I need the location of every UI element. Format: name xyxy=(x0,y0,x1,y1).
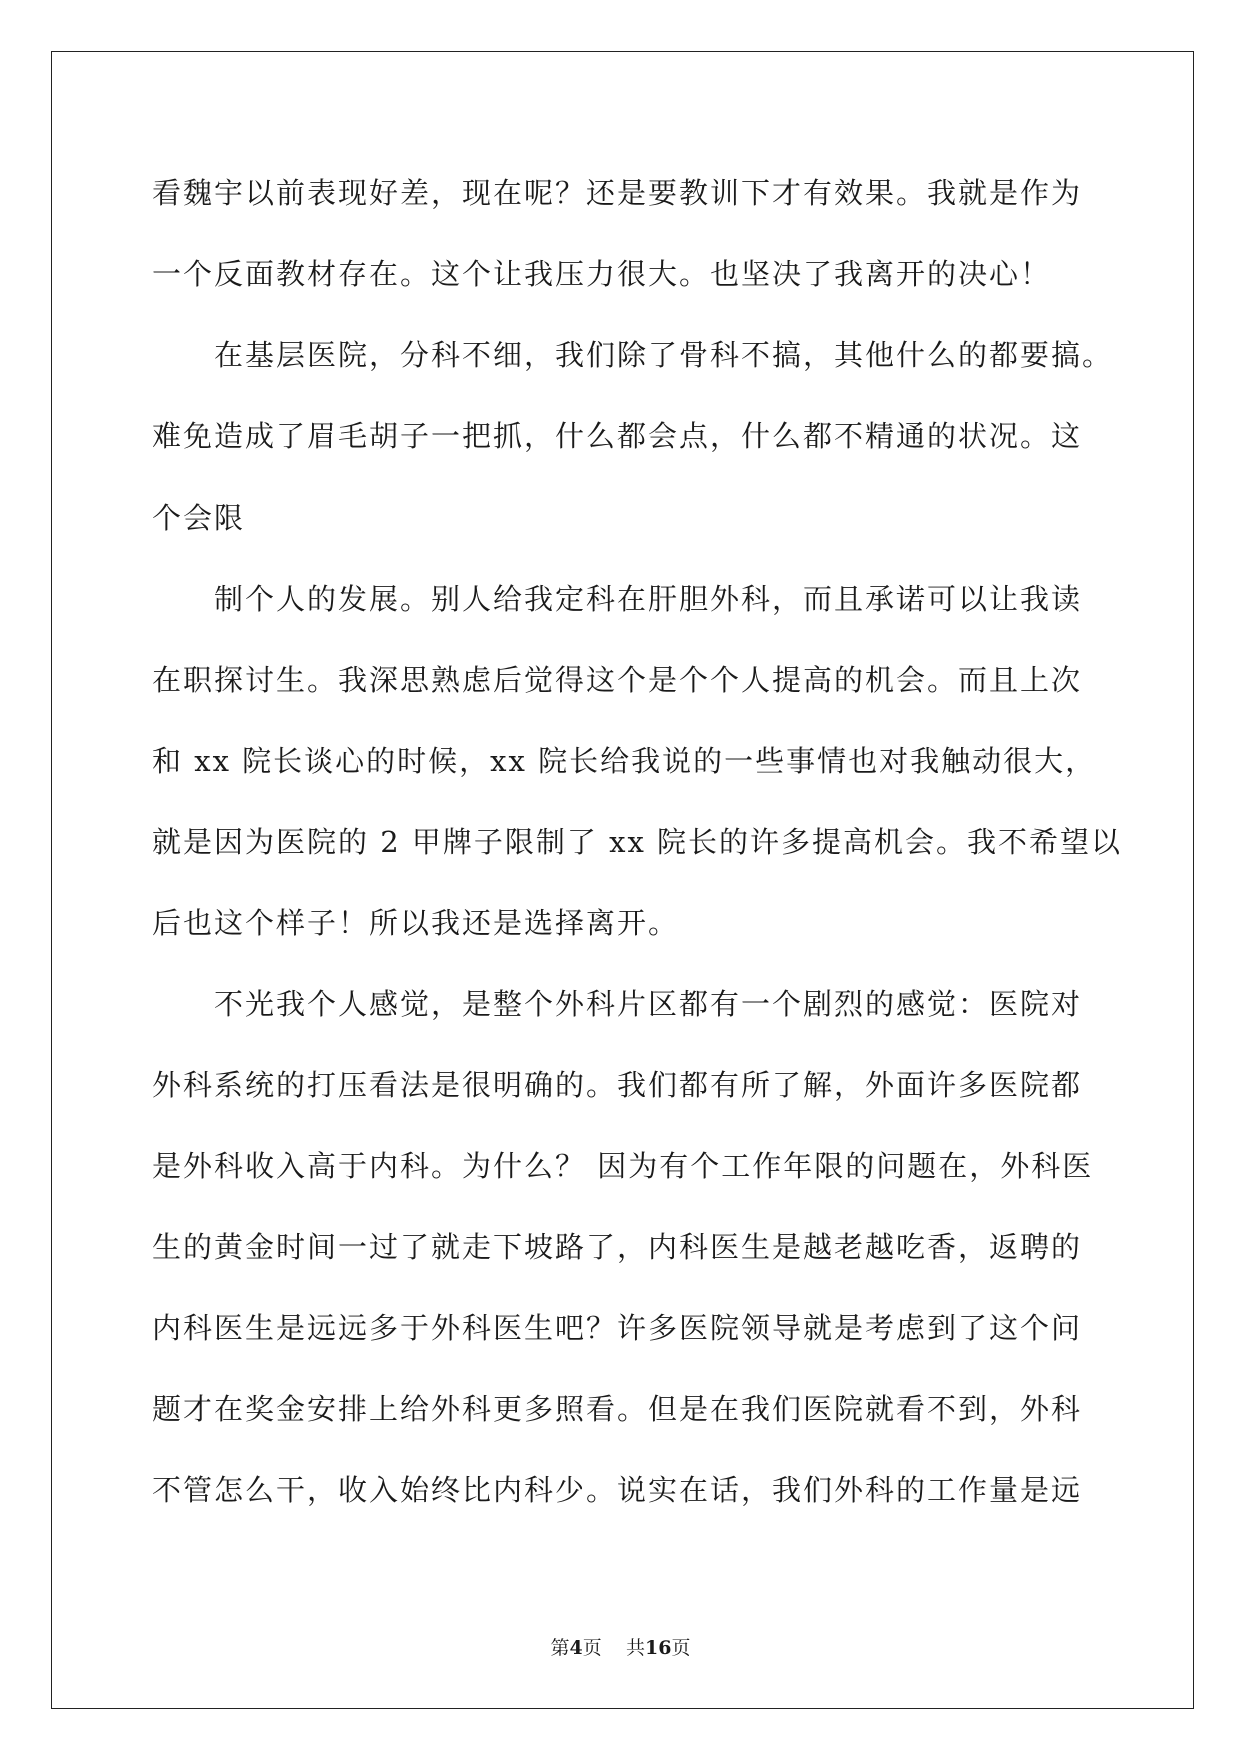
text-line: 不光我个人感觉，是整个外科片区都有一个剧烈的感觉：医院对 xyxy=(152,987,1083,1021)
text-line: 就是因为医院的 2 甲牌子限制了 xx 院长的许多提高机会。我不希望以 xyxy=(152,825,1123,859)
text-line: 在职探讨生。我深思熟虑后觉得这个是个个人提高的机会。而且上次 xyxy=(152,663,1083,697)
page-footer xyxy=(0,1633,1241,1660)
page-prefix: 第 xyxy=(550,1637,570,1659)
page-number: 4 xyxy=(569,1637,583,1659)
text-line: 内科医生是远远多于外科医生吧？许多医院领导就是考虑到了这个问 xyxy=(152,1311,1083,1345)
text-line: 一个反面教材存在。这个让我压力很大。也坚决了我离开的决心！ xyxy=(152,257,1052,291)
text-line: 看魏宇以前表现好差，现在呢？还是要教训下才有效果。我就是作为 xyxy=(152,176,1083,210)
total-pages: 16 xyxy=(644,1637,672,1659)
text-line: 生的黄金时间一过了就走下坡路了，内科医生是越老越吃香，返聘的 xyxy=(152,1230,1083,1264)
text-line: 不管怎么干，收入始终比内科少。说实在话，我们外科的工作量是远 xyxy=(152,1473,1083,1507)
text-line: 难免造成了眉毛胡子一把抓，什么都会点，什么都不精通的状况。这 xyxy=(152,419,1083,453)
total-prefix: 共 xyxy=(625,1637,645,1659)
text-line: 题才在奖金安排上给外科更多照看。但是在我们医院就看不到，外科 xyxy=(152,1392,1083,1426)
text-line: 外科系统的打压看法是很明确的。我们都有所了解，外面许多医院都 xyxy=(152,1068,1083,1102)
page-border xyxy=(51,51,1194,1709)
text-line: 在基层医院，分科不细，我们除了骨科不搞，其他什么的都要搞。 xyxy=(152,338,1114,372)
text-line: 和 xx 院长谈心的时候，xx 院长给我说的一些事情也对我触动很大， xyxy=(152,744,1097,778)
text-line: 是外科收入高于内科。为什么？ 因为有个工作年限的问题在，外科医 xyxy=(152,1149,1094,1183)
text-line: 个会限 xyxy=(152,501,246,535)
page-suffix: 页 xyxy=(582,1637,602,1659)
total-suffix: 页 xyxy=(671,1637,691,1659)
text-line: 制个人的发展。别人给我定科在肝胆外科，而且承诺可以让我读 xyxy=(152,582,1083,616)
text-line: 后也这个样子！所以我还是选择离开。 xyxy=(152,906,680,940)
